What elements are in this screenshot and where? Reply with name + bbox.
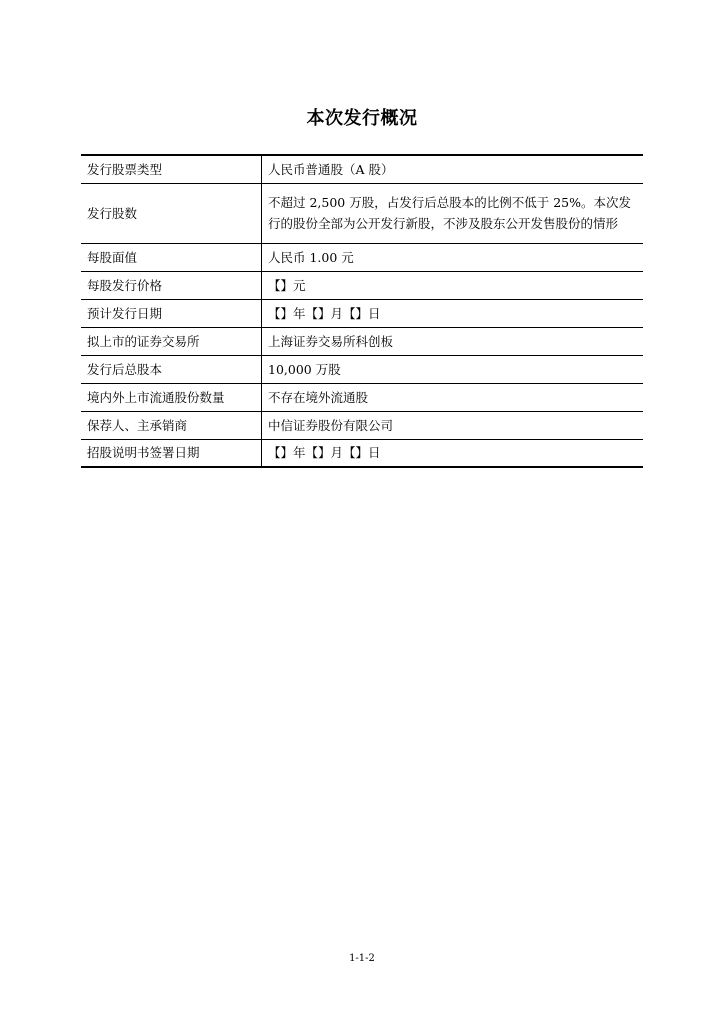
row-label: 每股发行价格 [81,271,262,299]
row-label: 拟上市的证券交易所 [81,327,262,355]
issuance-overview-table [81,154,643,468]
row-value: 【】年【】月【】日 [262,299,644,327]
table-row [81,327,643,355]
table-row [81,271,643,299]
row-value: 上海证券交易所科创板 [262,327,644,355]
row-label: 境内外上市流通股份数量 [81,383,262,411]
table-row [81,243,643,271]
row-value: 不存在境外流通股 [262,383,644,411]
row-value: 10,000 万股 [262,355,644,383]
row-label: 发行后总股本 [81,355,262,383]
table-row [81,411,643,439]
table-row [81,155,643,183]
table-row [81,299,643,327]
row-value: 中信证券股份有限公司 [262,411,644,439]
table-row [81,383,643,411]
page-number: 1-1-2 [349,953,375,964]
row-value: 【】年【】月【】日 [262,439,644,467]
row-value: 人民币普通股（A 股） [268,161,394,177]
row-value: 【】元 [262,271,644,299]
row-label: 保荐人、主承销商 [81,411,262,439]
row-label: 招股说明书签署日期 [81,439,262,467]
row-label: 每股面值 [81,243,262,271]
table-row [81,355,643,383]
row-label: 发行股数 [81,183,262,243]
table-row [81,183,643,243]
row-value: 人民币 1.00 元 [262,243,644,271]
row-label: 发行股票类型 [81,155,262,183]
row-value: 不超过 2,500 万股，占发行后总股本的比例不低于 25%。本次发行的股份全部为公开发行新股，不涉及股东公开发售股份的情形 [262,183,644,243]
table-row [81,439,643,467]
row-label: 预计发行日期 [81,299,262,327]
page-title: 本次发行概况 [306,108,418,129]
